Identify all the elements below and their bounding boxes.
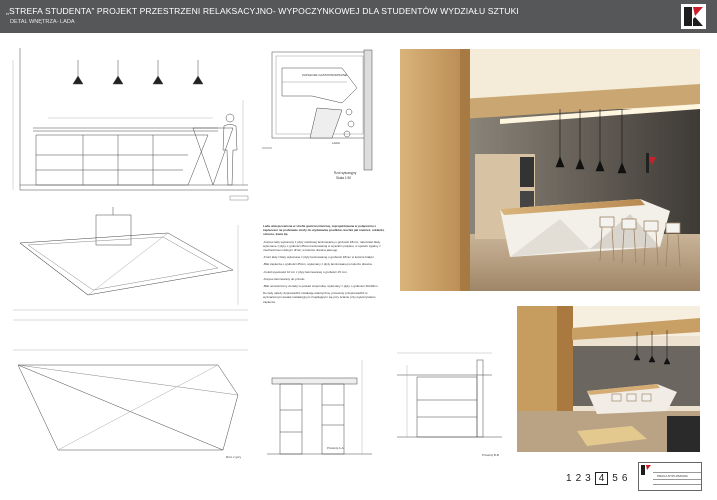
page-number: 5 bbox=[612, 473, 618, 484]
description-bullet: -Korpus lady wykonany z płyty meblowej laminowanej o grubości 18mm, natomiast blaty wykonane z płyty o grubości 25mm laminowanej w wysokim połysku, w sposób zgodny z mechanizmem dolnym drzwi, w kolorze drewna jasnego. bbox=[263, 239, 381, 253]
description-text bbox=[263, 224, 387, 307]
caption-top-view: Rzut z góry bbox=[226, 455, 242, 459]
plan-label-back: ZAPLECZE GASTRONOMICZNE bbox=[302, 73, 348, 77]
page-number: 3 bbox=[585, 473, 591, 484]
description-bullet: -Front lady i blaty wykonane z płyty laminowanej o grubości 18mm w kolorze białym. bbox=[263, 255, 375, 260]
description-footer: Do lady należy doprowadzić instalację elektryczną, przewody przeprowadzić w wyznaczonym kanale instalacyjnym znajdującym się przy ścianie przy wykorzystaniu zaplecza. bbox=[263, 291, 376, 304]
header-title: „STREFA STUDENTA” PROJEKT PRZESTRZENI RELAKSACYJNO- WYPOCZYNKOWEJ DLA STUDENTÓW WYDZIAŁU SZTUKI bbox=[6, 6, 519, 16]
page-number: 6 bbox=[621, 473, 628, 484]
description-bullet: -Blat umieszczony do lady w postaci wspornika, wykonany z płyty o grubości 30x30cm. bbox=[263, 284, 379, 289]
caption-section-a: Przekrój A-A bbox=[327, 446, 344, 450]
header-subtitle: DETAL WNĘTRZA- LADA bbox=[10, 19, 75, 25]
page-number: 2 bbox=[575, 473, 582, 484]
description-bullet: -Blat zaplecza o grubości 25mm, wykonany z płyty laminowanej w kolorze drewna. bbox=[263, 262, 373, 267]
counter-top-view bbox=[8, 205, 253, 335]
situational-plan bbox=[262, 48, 387, 183]
page-number-current: 4 bbox=[595, 472, 609, 485]
title-block-logo-icon bbox=[640, 464, 652, 476]
render-secondary-perspective bbox=[517, 306, 700, 452]
title-block bbox=[638, 462, 702, 491]
caption-section-b: Przekrój B-B bbox=[482, 453, 499, 457]
render-main-perspective bbox=[400, 49, 700, 291]
plan-caption-1: Rzut sytuacyjny bbox=[334, 171, 357, 175]
header-bar bbox=[0, 0, 717, 33]
description-heading: Lada umiejscowiona w strefie gastronomicznej, zaprojektowana w połączeniu z zapleczem na podstawie strefy do wydawania posiłków- kuchni jak również, szklanki, sztućce, kawa itp. bbox=[263, 224, 385, 237]
description-bullet: -Cokół wysokości 10 cm z płyty laminowanej o grubości 15 mm. bbox=[263, 269, 348, 274]
section-b-drawing bbox=[392, 345, 510, 460]
front-elevation-drawing bbox=[8, 40, 253, 205]
description-bullet: -Korpus laminowany do przodu. bbox=[263, 276, 306, 281]
plan-caption-2: Skala 1:50 bbox=[336, 176, 352, 180]
section-a-drawing bbox=[262, 350, 382, 465]
counter-front-projection bbox=[8, 345, 253, 465]
page-indicator bbox=[566, 472, 631, 485]
page-number: 1 bbox=[566, 473, 572, 484]
plan-label-counter: LADA bbox=[332, 141, 340, 145]
title-block-label: PRACA DYPLOMOWA bbox=[657, 474, 688, 478]
university-logo bbox=[681, 4, 706, 29]
